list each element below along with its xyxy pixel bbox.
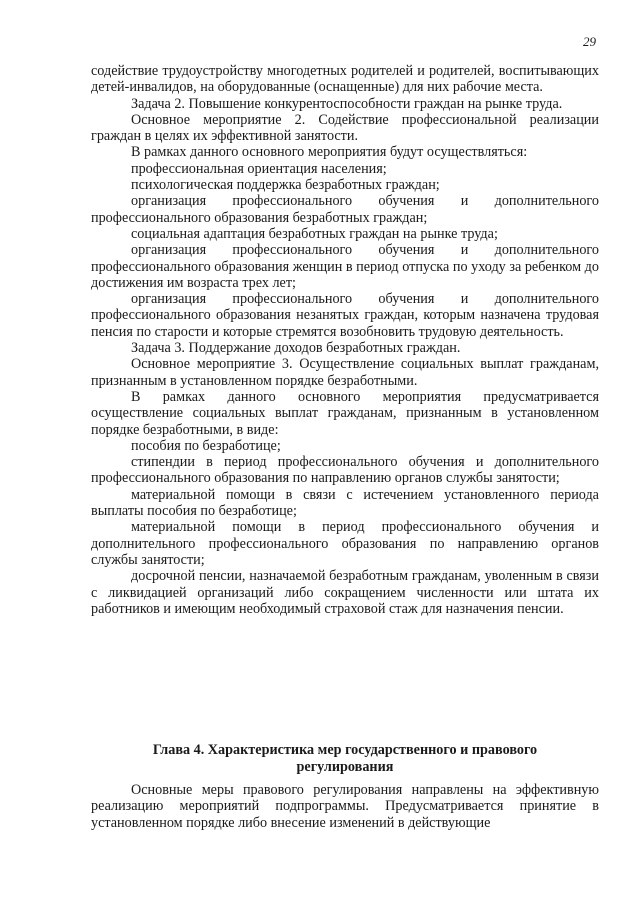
paragraph: организация профессионального обучения и дополнительного профессионального образования безработных граждан;	[91, 193, 599, 226]
paragraph: содействие трудоустройству многодетных родителей и родителей, воспитывающих детей-инвалидов, на оборудованные (оснащенные) для них рабочие места.	[91, 63, 599, 96]
paragraph: Задача 2. Повышение конкурентоспособности граждан на рынке труда.	[131, 95, 563, 112]
paragraph: Основное мероприятие 3. Осуществление социальных выплат гражданам, признанным в установленном порядке безработными.	[91, 356, 599, 389]
paragraph: материальной помощи в период профессионального обучения и дополнительного профессионального образования по направлению органов службы занятости;	[91, 519, 599, 568]
chapter-intro	[91, 782, 599, 831]
paragraph: профессиональная ориентация населения;	[131, 160, 387, 177]
paragraph: социальная адаптация безработных граждан на рынке труда;	[131, 225, 498, 242]
chapter-heading	[91, 742, 599, 776]
paragraph: организация профессионального обучения и дополнительного профессионального образования женщин в период отпуска по уходу за ребенком до достижения им возраста трех лет;	[91, 242, 599, 291]
paragraph: В рамках данного основного мероприятия будут осуществляться:	[131, 144, 528, 161]
paragraph: Задача 3. Поддержание доходов безработных граждан.	[131, 340, 461, 357]
page-number: 29	[583, 34, 596, 49]
paragraph: психологическая поддержка безработных граждан;	[131, 177, 440, 194]
paragraph: Основное мероприятие 2. Содействие профессиональной реализации граждан в целях их эффективной занятости.	[91, 111, 599, 145]
paragraph: досрочной пенсии, назначаемой безработным гражданам, уволенным в связи с ликвидацией организаций либо сокращением численности или штата их работников и имеющим необходимый страховой стаж для назначения пенсии.	[91, 568, 599, 617]
paragraph: пособия по безработице;	[131, 437, 281, 454]
paragraph: организация профессионального обучения и дополнительного профессионального образования незанятых граждан, которым назначена трудовая пенсия по старости и которые стремятся возобновить трудовую деятельность.	[91, 291, 599, 340]
paragraph: стипендии в период профессионального обучения и дополнительного профессионального образования по направлению органов службы занятости;	[91, 454, 599, 487]
chapter-heading-line-1: Глава 4. Характеристика мер государственного и правового	[152, 742, 538, 758]
paragraph: Основные меры правового регулирования направлены на эффективную реализацию мероприятий подпрограммы. Предусматривается принятие в установленном порядке либо внесение изменений в действующие	[91, 782, 599, 831]
paragraph: материальной помощи в связи с истечением установленного периода выплаты пособия по безработице;	[91, 486, 599, 520]
chapter-heading-line-2: регулирования	[296, 759, 394, 775]
paragraph: В рамках данного основного мероприятия предусматривается осуществление социальных выплат гражданам, признанным в установленном порядке безработными, в виде:	[91, 388, 599, 438]
body-text	[91, 63, 599, 617]
